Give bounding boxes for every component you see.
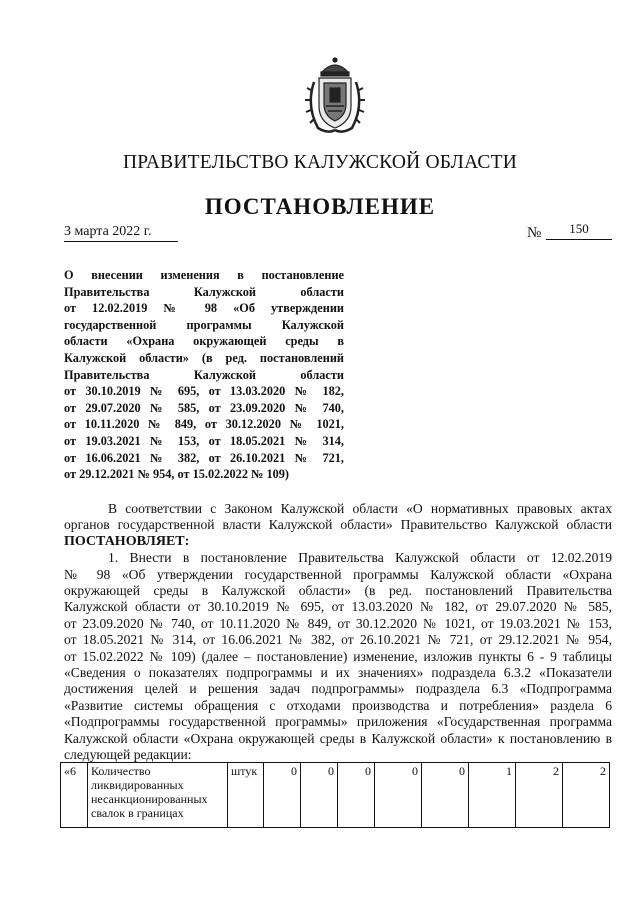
item-line: окружающей среды в Калужской области» (в ред. постановлений Правительства <box>64 583 612 599</box>
subject-line: от 12.02.2019 № 98 «Об утверждении <box>64 301 344 316</box>
item-line: Калужской области от 30.10.2019 № 695, от 13.03.2020 № 182, от 29.07.2020 № 585, <box>64 599 612 615</box>
value-cell: 0 <box>301 763 338 828</box>
item-line: от 15.02.2022 № 109) (далее – постановление) изменение, изложив пункты 6 - 9 таблицы <box>64 648 612 664</box>
value-cell: 2 <box>516 763 563 828</box>
decree-number: 150 <box>546 221 612 240</box>
item-line: Калужской области «Охрана окружающей среды в Калужской области» к постановлению в <box>64 730 612 746</box>
decree-body <box>64 501 612 764</box>
item-line: 1. Внести в постановление Правительства Калужской области от 12.02.2019 <box>108 550 612 566</box>
value-cell: 0 <box>264 763 301 828</box>
item-line: от 18.05.2021 № 314, от 16.06.2021 № 382, от 26.10.2021 № 721, от 29.12.2021 № 954, <box>64 632 612 648</box>
subject-line: от 29.12.2021 № 954, от 15.02.2022 № 109) <box>64 467 290 482</box>
subject-line: государственной программы Калужской <box>64 317 344 332</box>
item-line: достижения целей и решения задач подпрограммы» подраздела 6.3 «Подпрограмма <box>64 681 612 697</box>
value-cell: 2 <box>563 763 610 828</box>
indicator-name-cell: Количество ликвидированных несанкционированных свалок в границах <box>88 763 228 828</box>
subject-line: от 30.10.2019 № 695, от 13.03.2020 № 182, <box>64 384 344 399</box>
item-line: от 23.09.2020 № 740, от 10.11.2020 № 849, от 30.12.2020 № 1021, от 19.03.2021 № 153, <box>64 615 612 631</box>
value-cell: 0 <box>422 763 469 828</box>
value-cell: 1 <box>469 763 516 828</box>
government-title: ПРАВИТЕЛЬСТВО КАЛУЖСКОЙ ОБЛАСТИ <box>123 152 517 173</box>
decree-subject <box>64 267 344 483</box>
subject-line: от 29.07.2020 № 585, от 23.09.2020 № 740, <box>64 400 344 415</box>
document-type-title: ПОСТАНОВЛЕНИЕ <box>204 194 436 219</box>
preamble-line: В соответствии с Законом Калужской области «О нормативных правовых актах <box>108 501 612 516</box>
item-line: «Подпрограммы государственной программы» приложения «Государственная программа <box>64 714 612 730</box>
number-label: № <box>527 225 542 241</box>
subject-line: от 19.03.2021 № 153, от 18.05.2021 № 314, <box>64 433 344 448</box>
subject-line: от 10.11.2020 № 849, от 30.12.2020 № 1021, <box>64 417 344 432</box>
item-line: следующей редакции: <box>64 747 192 763</box>
row-number-cell: «6 <box>61 763 88 828</box>
subject-line: О внесении изменения в постановление <box>64 268 344 282</box>
preamble-line: органов государственной власти Калужской области» Правительство Калужской области <box>64 517 612 533</box>
subject-line: Правительства Калужской области <box>64 367 344 382</box>
subject-line: Калужской области» (в ред. постановлений <box>64 350 344 365</box>
subject-line: области «Охрана окружающей среды в <box>64 334 344 349</box>
subject-line: от 16.06.2021 № 382, от 26.10.2021 № 721, <box>64 450 344 465</box>
item-line: «Сведения о показателях подпрограммы и их значениях» подраздела 6.3.2 «Показатели <box>64 665 612 681</box>
subject-line: Правительства Калужской области <box>64 284 344 299</box>
item-line: «Развитие системы обращения с отходами производства и потребления» раздела 6 <box>64 697 612 713</box>
item-line: № 98 «Об утверждении государственной программы Калужской области «Охрана <box>64 566 612 582</box>
resolves-heading: ПОСТАНОВЛЯЕТ: <box>64 533 190 549</box>
indicators-table <box>60 762 610 828</box>
unit-cell: штук <box>228 763 264 828</box>
value-cell: 0 <box>375 763 422 828</box>
value-cell: 0 <box>338 763 375 828</box>
decree-date: 3 марта 2022 г. <box>64 224 178 242</box>
coat-of-arms-emblem <box>302 56 368 136</box>
table-row <box>61 763 610 828</box>
